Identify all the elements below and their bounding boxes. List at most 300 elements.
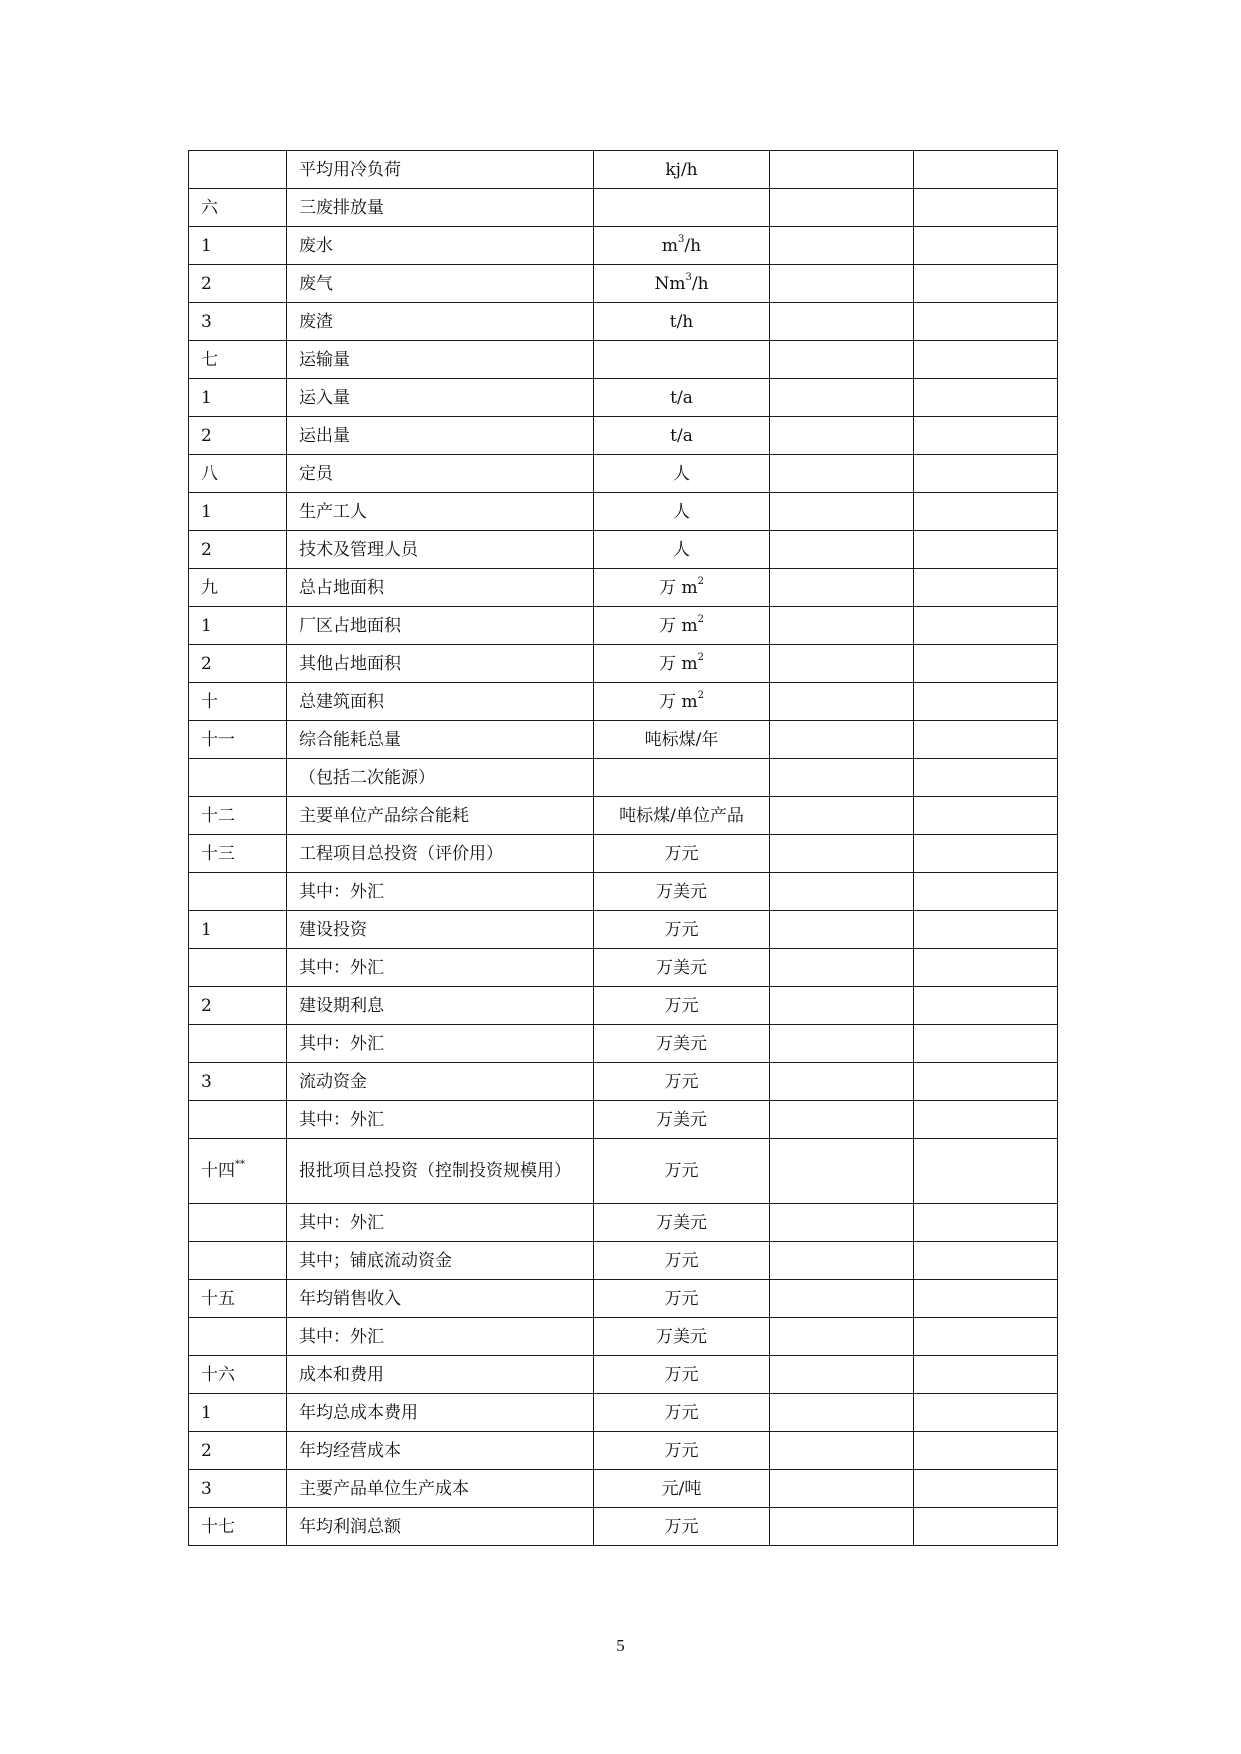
- value-cell: [914, 455, 1058, 493]
- row-number-cell: [189, 1204, 287, 1242]
- row-number: 十七: [201, 1516, 235, 1537]
- indicator-table-body: [189, 151, 1058, 1546]
- table-row: [189, 911, 1058, 949]
- table-row: [189, 341, 1058, 379]
- row-number: 2: [201, 995, 212, 1016]
- row-number: 1: [201, 919, 212, 940]
- table-row: [189, 797, 1058, 835]
- row-number: 2: [201, 273, 212, 294]
- row-number: 十二: [201, 805, 235, 826]
- value-cell: [914, 189, 1058, 227]
- row-number: 八: [201, 463, 218, 484]
- table-row: [189, 303, 1058, 341]
- unit-cell: [594, 949, 770, 987]
- value-cell: [770, 645, 914, 683]
- value-cell: [914, 759, 1058, 797]
- value-cell: [770, 873, 914, 911]
- value-cell: [914, 1394, 1058, 1432]
- item-name: 成本和费用: [299, 1364, 384, 1385]
- table-row: [189, 759, 1058, 797]
- item-name: 其中：外汇: [299, 881, 384, 902]
- value-cell: [770, 1280, 914, 1318]
- value-cell: [770, 949, 914, 987]
- row-number-cell: [189, 1063, 287, 1101]
- unit-cell: [594, 797, 770, 835]
- row-number: 十四: [201, 1161, 235, 1181]
- row-number-cell: [189, 835, 287, 873]
- item-name-cell: [287, 531, 594, 569]
- unit-cell: [594, 683, 770, 721]
- table-row: [189, 1356, 1058, 1394]
- row-number-cell: [189, 569, 287, 607]
- unit-cell: [594, 227, 770, 265]
- table-row: [189, 721, 1058, 759]
- unit-superscript: 3: [678, 233, 685, 245]
- item-name: 废气: [299, 273, 333, 294]
- item-name: 主要单位产品综合能耗: [299, 805, 469, 826]
- unit-text: 万元: [664, 1250, 699, 1271]
- value-cell: [914, 987, 1058, 1025]
- row-number-cell: [189, 759, 287, 797]
- value-cell: [770, 683, 914, 721]
- value-cell: [770, 189, 914, 227]
- item-name: 其中：外汇: [299, 1326, 384, 1347]
- item-name-cell: [287, 1101, 594, 1139]
- unit-text: 万美元: [656, 1212, 707, 1233]
- unit-text: t/a: [670, 425, 693, 446]
- value-cell: [770, 569, 914, 607]
- unit-suffix: /h: [684, 235, 702, 256]
- value-cell: [914, 1063, 1058, 1101]
- row-number-cell: [189, 1025, 287, 1063]
- unit-cell: [594, 1063, 770, 1101]
- value-cell: [770, 1508, 914, 1546]
- table-row: [189, 227, 1058, 265]
- unit-text: 万元: [664, 995, 699, 1016]
- row-number-cell: [189, 1394, 287, 1432]
- row-number: 1: [201, 1402, 212, 1423]
- row-number: 1: [201, 501, 212, 522]
- item-name-cell: [287, 721, 594, 759]
- table-row: [189, 835, 1058, 873]
- row-number: 十: [201, 691, 218, 712]
- value-cell: [770, 911, 914, 949]
- item-name-cell: [287, 379, 594, 417]
- unit-text: kj/h: [665, 159, 698, 180]
- item-name-cell: [287, 911, 594, 949]
- row-number-cell: [189, 227, 287, 265]
- unit-cell: [594, 531, 770, 569]
- row-number: 十五: [201, 1288, 235, 1309]
- item-name: 年均利润总额: [299, 1516, 401, 1537]
- item-name-cell: [287, 303, 594, 341]
- row-number-cell: [189, 1101, 287, 1139]
- row-number: 1: [201, 387, 212, 408]
- item-name-cell: [287, 265, 594, 303]
- value-cell: [914, 1470, 1058, 1508]
- item-name: 报批项目总投资（控制投资规模用）: [299, 1161, 571, 1181]
- value-cell: [914, 683, 1058, 721]
- value-cell: [914, 569, 1058, 607]
- item-name: 三废排放量: [299, 197, 384, 218]
- item-name: 运输量: [299, 349, 350, 370]
- value-cell: [914, 1432, 1058, 1470]
- row-number-cell: [189, 1508, 287, 1546]
- row-number-cell: [189, 303, 287, 341]
- item-name-cell: [287, 949, 594, 987]
- value-cell: [914, 417, 1058, 455]
- value-cell: [770, 1101, 914, 1139]
- unit-text: 元/吨: [661, 1478, 702, 1499]
- value-cell: [914, 607, 1058, 645]
- row-number-cell: [189, 1139, 287, 1204]
- item-name: 生产工人: [299, 501, 367, 522]
- unit-text: 吨标煤/年: [644, 729, 719, 750]
- row-number-cell: [189, 911, 287, 949]
- unit-text: 万元: [664, 1402, 699, 1423]
- unit-cell: [594, 911, 770, 949]
- unit-superscript: 2: [697, 689, 704, 701]
- unit-cell: [594, 721, 770, 759]
- item-name-cell: [287, 645, 594, 683]
- unit-cell: [594, 1280, 770, 1318]
- row-number-cell: [189, 949, 287, 987]
- value-cell: [770, 607, 914, 645]
- table-row: [189, 987, 1058, 1025]
- unit-cell: [594, 1508, 770, 1546]
- item-name: 年均销售收入: [299, 1288, 401, 1309]
- table-row: [189, 1280, 1058, 1318]
- value-cell: [914, 303, 1058, 341]
- value-cell: [914, 379, 1058, 417]
- table-row: [189, 1139, 1058, 1204]
- unit-suffix: /h: [691, 273, 709, 294]
- item-name-cell: [287, 835, 594, 873]
- value-cell: [914, 1242, 1058, 1280]
- value-cell: [770, 1204, 914, 1242]
- unit-cell: [594, 1204, 770, 1242]
- unit-cell: [594, 493, 770, 531]
- footnote-marker: **: [235, 1159, 245, 1171]
- row-number: 六: [201, 197, 218, 218]
- unit-cell: [594, 873, 770, 911]
- value-cell: [914, 531, 1058, 569]
- value-cell: [914, 1101, 1058, 1139]
- item-name: 总建筑面积: [299, 691, 384, 712]
- value-cell: [770, 1318, 914, 1356]
- table-row: [189, 949, 1058, 987]
- item-name-cell: [287, 227, 594, 265]
- row-number-cell: [189, 1432, 287, 1470]
- unit-text: Nm: [654, 273, 686, 294]
- value-cell: [770, 227, 914, 265]
- unit-cell: [594, 1432, 770, 1470]
- item-name: （包括二次能源）: [299, 767, 435, 788]
- item-name: 其中：外汇: [299, 1033, 384, 1054]
- unit-cell: [594, 987, 770, 1025]
- row-number-cell: [189, 379, 287, 417]
- item-name-cell: [287, 569, 594, 607]
- unit-text: 万美元: [656, 1033, 707, 1054]
- item-name-cell: [287, 417, 594, 455]
- row-number: 3: [201, 311, 212, 332]
- table-row: [189, 1242, 1058, 1280]
- unit-cell: [594, 1025, 770, 1063]
- row-number: 2: [201, 1440, 212, 1461]
- row-number-cell: [189, 341, 287, 379]
- unit-text: 人: [673, 539, 690, 560]
- unit-text: 吨标煤/单位产品: [619, 805, 744, 826]
- unit-cell: [594, 1318, 770, 1356]
- item-name: 其中：外汇: [299, 957, 384, 978]
- unit-superscript: 2: [697, 575, 704, 587]
- item-name-cell: [287, 1280, 594, 1318]
- item-name-cell: [287, 987, 594, 1025]
- row-number-cell: [189, 265, 287, 303]
- table-row: [189, 645, 1058, 683]
- item-name: 厂区占地面积: [299, 615, 401, 636]
- row-number: 2: [201, 539, 212, 560]
- item-name: 运出量: [299, 425, 350, 446]
- unit-text: 万美元: [656, 1109, 707, 1130]
- table-row: [189, 1394, 1058, 1432]
- value-cell: [914, 1025, 1058, 1063]
- value-cell: [770, 759, 914, 797]
- item-name-cell: [287, 759, 594, 797]
- value-cell: [914, 493, 1058, 531]
- unit-cell: [594, 189, 770, 227]
- value-cell: [770, 151, 914, 189]
- item-name: 年均经营成本: [299, 1440, 401, 1461]
- unit-text: t/a: [670, 387, 693, 408]
- value-cell: [770, 1470, 914, 1508]
- unit-cell: [594, 645, 770, 683]
- row-number: 3: [201, 1071, 212, 1092]
- value-cell: [770, 1242, 914, 1280]
- table-row: [189, 1025, 1058, 1063]
- table-row: [189, 417, 1058, 455]
- unit-cell: [594, 569, 770, 607]
- value-cell: [770, 303, 914, 341]
- item-name: 其中：外汇: [299, 1109, 384, 1130]
- item-name: 综合能耗总量: [299, 729, 401, 750]
- table-row: [189, 683, 1058, 721]
- row-number: 十一: [201, 729, 235, 750]
- unit-cell: [594, 1394, 770, 1432]
- item-name-cell: [287, 1470, 594, 1508]
- table-row: [189, 531, 1058, 569]
- unit-cell: [594, 379, 770, 417]
- table-row: [189, 1101, 1058, 1139]
- unit-cell: [594, 1356, 770, 1394]
- value-cell: [914, 265, 1058, 303]
- page-number: 5: [616, 1636, 625, 1655]
- item-name-cell: [287, 1356, 594, 1394]
- value-cell: [770, 1139, 914, 1204]
- item-name: 建设投资: [299, 919, 367, 940]
- value-cell: [770, 797, 914, 835]
- item-name-cell: [287, 455, 594, 493]
- value-cell: [770, 455, 914, 493]
- value-cell: [914, 873, 1058, 911]
- item-name: 主要产品单位生产成本: [299, 1478, 469, 1499]
- value-cell: [914, 1318, 1058, 1356]
- table-row: [189, 1432, 1058, 1470]
- unit-text: 人: [673, 463, 690, 484]
- item-name: 废水: [299, 235, 333, 256]
- table-row: [189, 189, 1058, 227]
- unit-text: 万元: [664, 1288, 699, 1309]
- unit-text: 万元: [664, 1364, 699, 1385]
- unit-cell: [594, 417, 770, 455]
- item-name-cell: [287, 1318, 594, 1356]
- row-number-cell: [189, 1470, 287, 1508]
- item-name-cell: [287, 1242, 594, 1280]
- item-name: 平均用冷负荷: [299, 159, 401, 180]
- indicator-table: [188, 150, 1058, 1546]
- table-row: [189, 1204, 1058, 1242]
- unit-cell: [594, 1139, 770, 1204]
- value-cell: [770, 1025, 914, 1063]
- value-cell: [914, 227, 1058, 265]
- unit-text: m: [661, 235, 679, 256]
- row-number-cell: [189, 531, 287, 569]
- value-cell: [770, 1063, 914, 1101]
- row-number: 九: [201, 577, 218, 598]
- unit-superscript: 3: [685, 271, 692, 283]
- item-name-cell: [287, 189, 594, 227]
- value-cell: [914, 797, 1058, 835]
- item-name-cell: [287, 1394, 594, 1432]
- row-number: 1: [201, 235, 212, 256]
- value-cell: [914, 645, 1058, 683]
- row-number-cell: [189, 987, 287, 1025]
- item-name-cell: [287, 1508, 594, 1546]
- value-cell: [770, 531, 914, 569]
- row-number-cell: [189, 189, 287, 227]
- item-name: 其他占地面积: [299, 653, 401, 674]
- unit-text: 万元: [664, 1161, 699, 1181]
- item-name-cell: [287, 151, 594, 189]
- item-name: 废渣: [299, 311, 333, 332]
- value-cell: [914, 721, 1058, 759]
- table-row: [189, 151, 1058, 189]
- unit-cell: [594, 1242, 770, 1280]
- row-number-cell: [189, 455, 287, 493]
- row-number: 七: [201, 349, 218, 370]
- row-number-cell: [189, 1280, 287, 1318]
- row-number-cell: [189, 645, 287, 683]
- row-number: 十六: [201, 1364, 235, 1385]
- unit-cell: [594, 265, 770, 303]
- item-name-cell: [287, 607, 594, 645]
- row-number-cell: [189, 683, 287, 721]
- item-name-cell: [287, 493, 594, 531]
- value-cell: [914, 341, 1058, 379]
- unit-cell: [594, 1470, 770, 1508]
- row-number-cell: [189, 1318, 287, 1356]
- value-cell: [770, 1356, 914, 1394]
- unit-cell: [594, 151, 770, 189]
- unit-text: 万元: [664, 919, 699, 940]
- item-name-cell: [287, 1432, 594, 1470]
- row-number-cell: [189, 493, 287, 531]
- table-row: [189, 1470, 1058, 1508]
- value-cell: [770, 379, 914, 417]
- table-row: [189, 455, 1058, 493]
- table-row: [189, 873, 1058, 911]
- item-name: 年均总成本费用: [299, 1402, 418, 1423]
- row-number-cell: [189, 1356, 287, 1394]
- value-cell: [914, 1280, 1058, 1318]
- unit-text: 万 m: [659, 615, 698, 636]
- table-row: [189, 569, 1058, 607]
- table-row: [189, 607, 1058, 645]
- item-name: 流动资金: [299, 1071, 367, 1092]
- item-name-cell: [287, 1139, 594, 1204]
- value-cell: [770, 721, 914, 759]
- value-cell: [914, 911, 1058, 949]
- row-number-cell: [189, 797, 287, 835]
- row-number-cell: [189, 151, 287, 189]
- unit-superscript: 2: [697, 613, 704, 625]
- row-number-cell: [189, 721, 287, 759]
- item-name-cell: [287, 683, 594, 721]
- unit-superscript: 2: [697, 651, 704, 663]
- unit-cell: [594, 759, 770, 797]
- row-number-cell: [189, 873, 287, 911]
- item-name: 技术及管理人员: [299, 539, 418, 560]
- unit-cell: [594, 303, 770, 341]
- unit-text: 万元: [664, 1516, 699, 1537]
- unit-cell: [594, 1101, 770, 1139]
- item-name: 总占地面积: [299, 577, 384, 598]
- value-cell: [770, 341, 914, 379]
- table-row: [189, 1063, 1058, 1101]
- unit-text: 万 m: [659, 691, 698, 712]
- unit-text: 万元: [664, 1071, 699, 1092]
- table-row: [189, 1508, 1058, 1546]
- unit-text: 万元: [664, 1440, 699, 1461]
- value-cell: [914, 1139, 1058, 1204]
- unit-text: 万美元: [656, 957, 707, 978]
- value-cell: [914, 1204, 1058, 1242]
- value-cell: [914, 835, 1058, 873]
- value-cell: [914, 1356, 1058, 1394]
- unit-text: 万 m: [659, 653, 698, 674]
- item-name-cell: [287, 1063, 594, 1101]
- item-name: 工程项目总投资（评价用）: [299, 843, 503, 864]
- row-number: 十三: [201, 843, 235, 864]
- value-cell: [770, 987, 914, 1025]
- item-name-cell: [287, 1204, 594, 1242]
- item-name: 建设期利息: [299, 995, 384, 1016]
- value-cell: [914, 151, 1058, 189]
- item-name: 其中：外汇: [299, 1212, 384, 1233]
- unit-text: t/h: [669, 311, 694, 332]
- unit-text: 万美元: [656, 881, 707, 902]
- value-cell: [770, 835, 914, 873]
- row-number: 2: [201, 653, 212, 674]
- item-name-cell: [287, 873, 594, 911]
- value-cell: [914, 949, 1058, 987]
- value-cell: [770, 265, 914, 303]
- value-cell: [770, 1394, 914, 1432]
- unit-cell: [594, 607, 770, 645]
- table-row: [189, 379, 1058, 417]
- item-name: 其中；铺底流动资金: [299, 1250, 452, 1271]
- unit-cell: [594, 341, 770, 379]
